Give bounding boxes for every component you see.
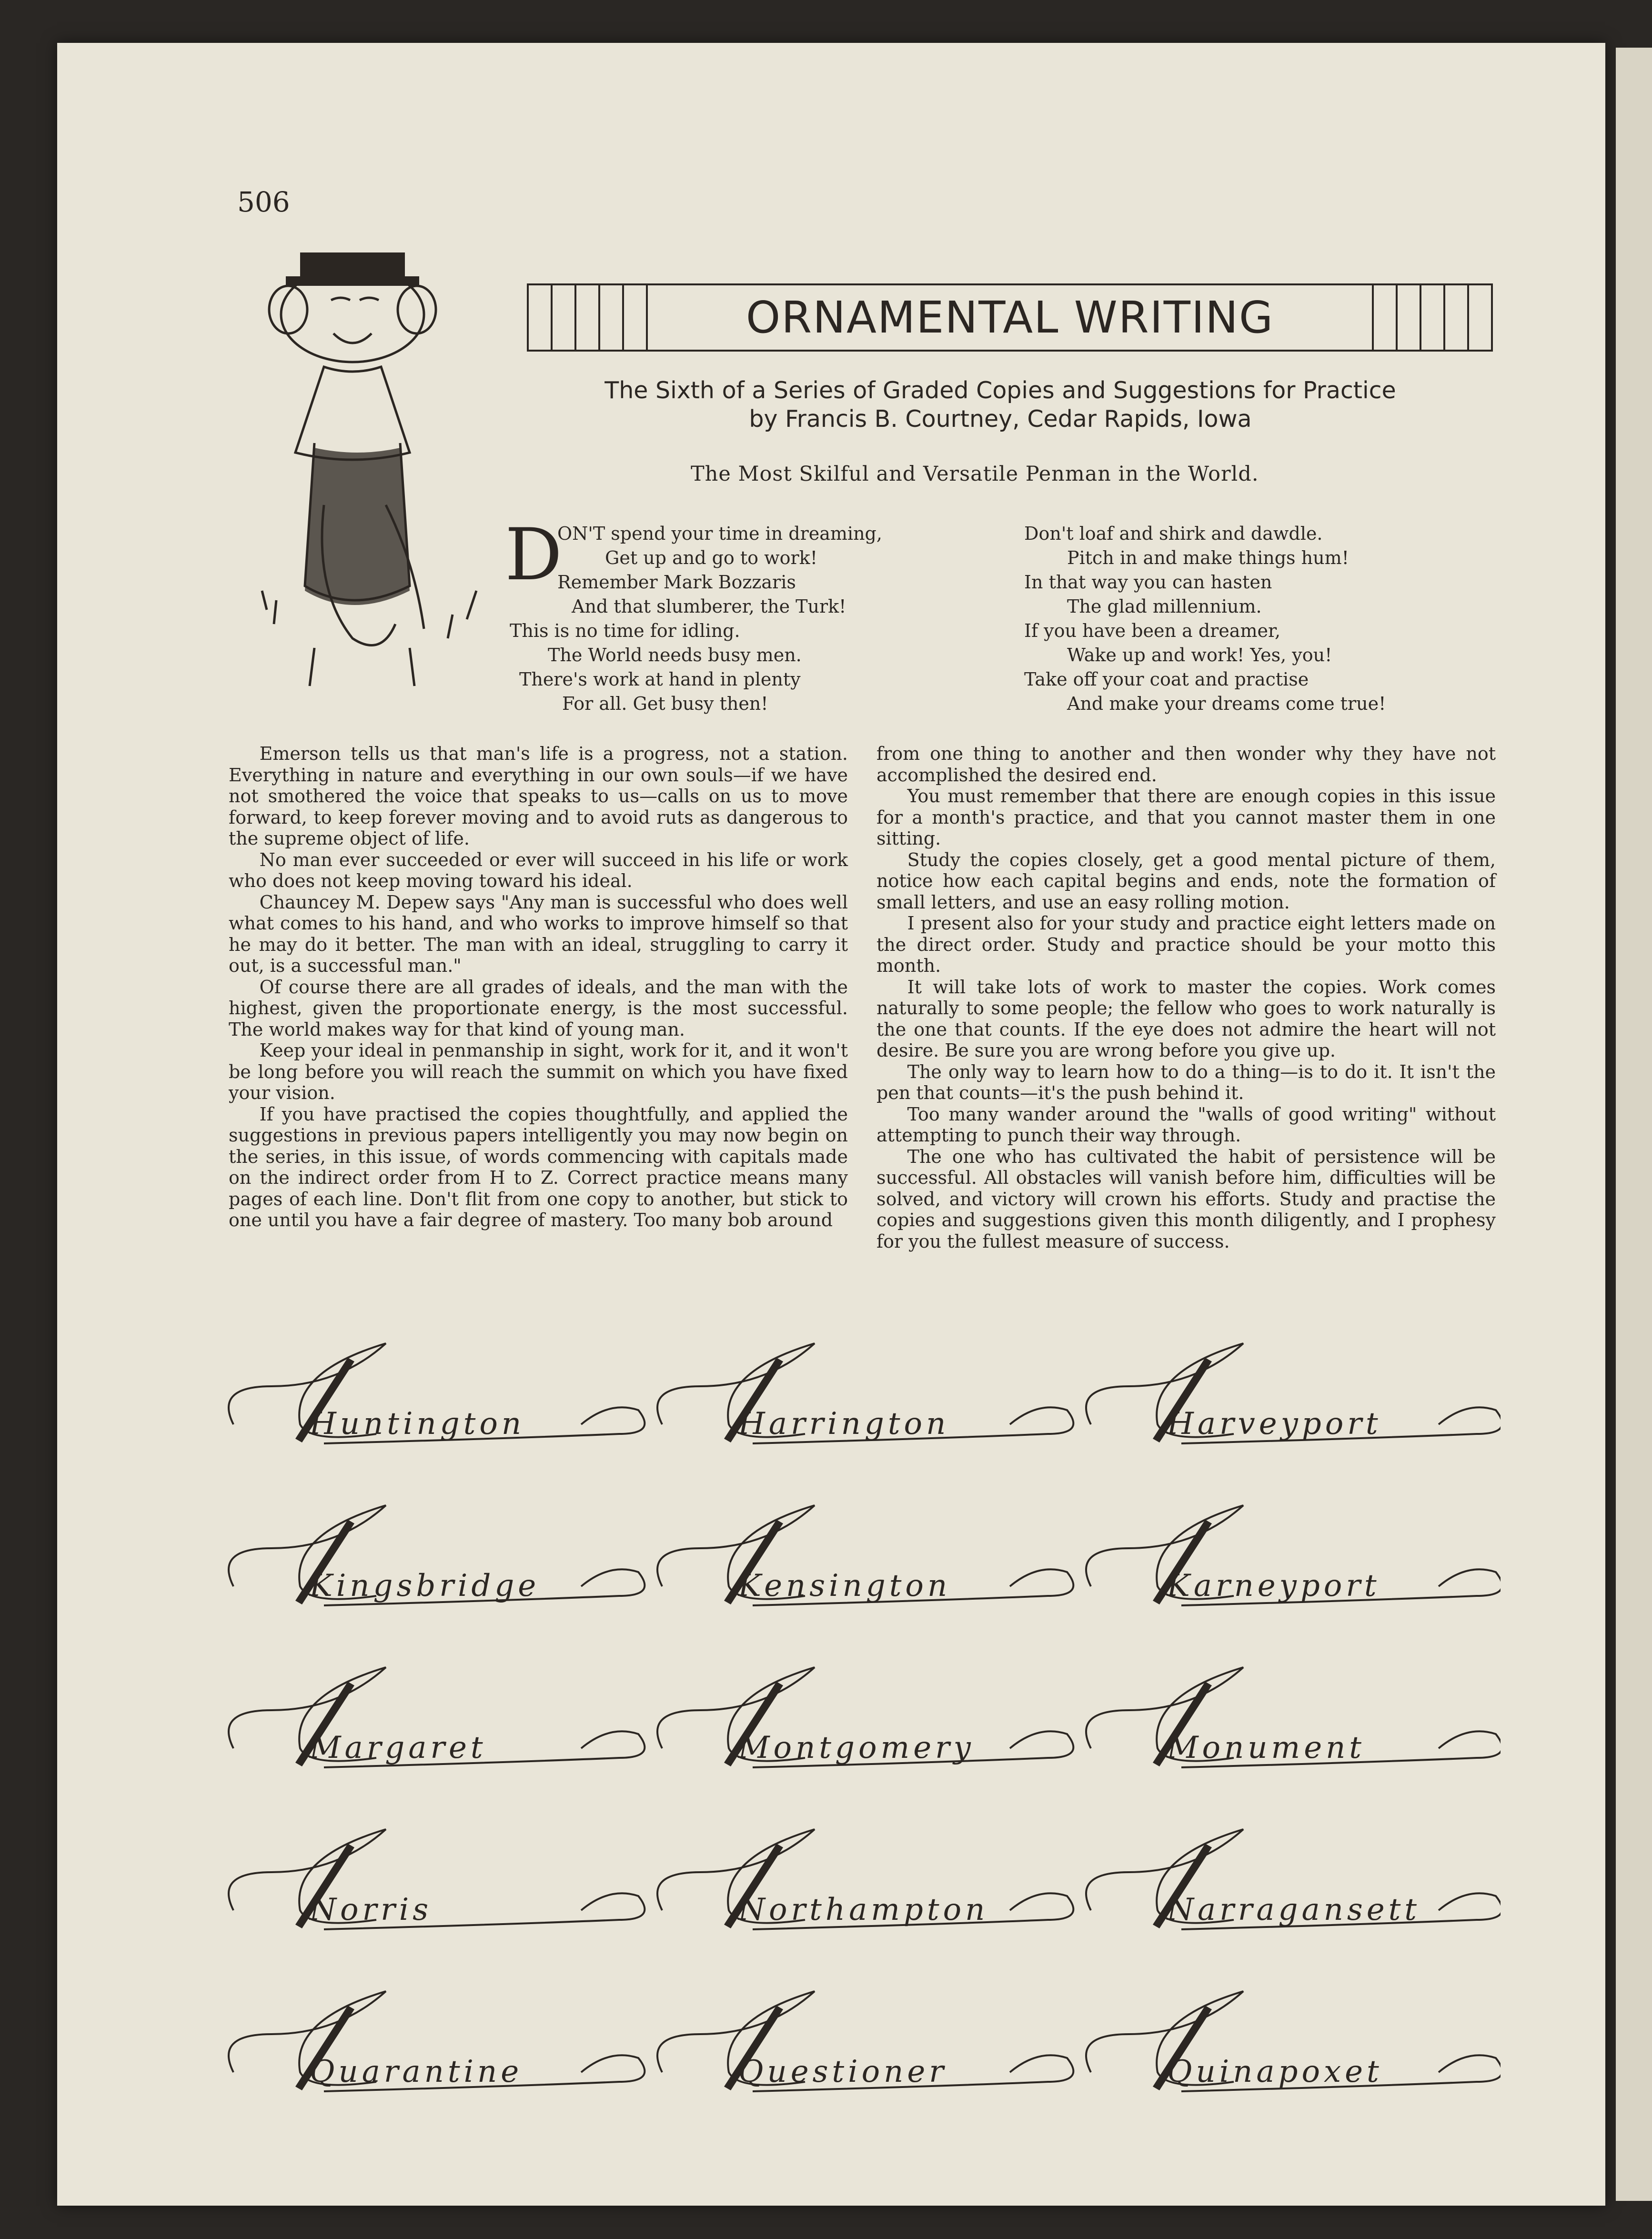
- poem-line: Remember Mark Bozzaris: [557, 572, 796, 593]
- paragraph: Study the copies closely, get a good mental picture of them, notice how each capital begins and ends, note the formation of small letters, and use an easy rolling motion.: [876, 849, 1496, 913]
- poem-line: In that way you can hasten: [1024, 572, 1272, 593]
- poem-line: Take off your coat and practise: [1024, 669, 1309, 690]
- script-word: Harveyport: [1167, 1406, 1382, 1442]
- paragraph: Too many wander around the "walls of good writing" without attempting to punch their way through.: [876, 1103, 1496, 1146]
- poem-line: For all. Get busy then!: [562, 693, 768, 714]
- script-word: Huntington: [310, 1406, 525, 1442]
- body-column-left: [229, 743, 848, 1231]
- paragraph: Chauncey M. Depew says "Any man is successful who does well what comes to his hand, and who works to improve himself so that he may do it better. The man with an ideal, struggling to carry it out, is a successful man.": [229, 891, 848, 976]
- poem-line: The glad millennium.: [1067, 596, 1262, 617]
- paragraph: If you have practised the copies thoughtfully, and applied the suggestions in previous papers intelligently you may now begin on the series, in this issue, of words commencing with capitals made on the indirect order from H to Z. Correct practice means many pages of each line. Don't flit from one copy to another, but stick to one until you have a fair degree of mastery. Too many bob around: [229, 1103, 848, 1230]
- paragraph: You must remember that there are enough copies in this issue for a month's practice, and that you cannot master them in one sitting.: [876, 786, 1496, 849]
- script-word: Margaret: [310, 1730, 487, 1765]
- poem-line: ON'T spend your time in dreaming,: [557, 523, 882, 544]
- paragraph: No man ever succeeded or ever will succeed in his life or work who does not keep moving toward his ideal.: [229, 849, 848, 891]
- script-word: Harrington: [738, 1406, 950, 1442]
- paragraph: I present also for your study and practice eight letters made on the direct order. Study and practice should be your motto this month.: [876, 913, 1496, 976]
- script-word: Kingsbridge: [310, 1568, 540, 1604]
- poem-line: Wake up and work! Yes, you!: [1067, 645, 1332, 666]
- poem-right-stanza: [1024, 522, 1386, 716]
- poem-line: Pitch in and make things hum!: [1067, 547, 1349, 568]
- script-word: Questioner: [738, 2054, 947, 2089]
- paragraph: Of course there are all grades of ideals, and the man with the highest, given the proportionate energy, is the most successful. The world makes way for that kind of young man.: [229, 976, 848, 1040]
- poem-line: And make your dreams come true!: [1067, 693, 1386, 714]
- script-word: Narragansett: [1167, 1892, 1420, 1927]
- paragraph: Keep your ideal in penmanship in sight, work for it, and it won't be long before you will reach the summit on which you have fixed your vision.: [229, 1040, 848, 1103]
- paragraph: Emerson tells us that man's life is a progress, not a station. Everything in nature and everything in our own souls—if we have not smothered the voice that speaks to us—calls on us to move forward, to keep forever moving and to avoid ruts as dangerous to the supreme object of life.: [229, 743, 848, 849]
- script-flourish: [229, 1829, 645, 1929]
- banner-right-bars: [1372, 285, 1491, 350]
- script-word: Quarantine: [310, 2054, 523, 2089]
- penmanship-copies: [214, 1334, 1501, 2182]
- poem-line: And that slumberer, the Turk!: [572, 596, 846, 617]
- poem-left-stanza: [510, 522, 882, 716]
- cartoon-illustration: [229, 238, 514, 724]
- article-title: ORNAMENTAL WRITING: [745, 292, 1274, 343]
- poem-line: The World needs busy men.: [548, 645, 802, 666]
- article-subtitle: [548, 376, 1453, 434]
- script-word: Karneyport: [1167, 1568, 1380, 1604]
- paragraph: from one thing to another and then wonder why they have not accomplished the desired end.: [876, 743, 1496, 786]
- paragraph: The only way to learn how to do a thing—is to do it. It isn't the pen that counts—it's the push behind it.: [876, 1061, 1496, 1103]
- paragraph: The one who has cultivated the habit of persistence will be successful. All obstacles will vanish before him, difficulties will be solved, and victory will crown his efforts. Study and practise the copies and suggestions given this month diligently, and I prophesy for you the fullest measure of success.: [876, 1146, 1496, 1252]
- script-word: Montgomery: [738, 1730, 975, 1765]
- title-banner: [527, 283, 1493, 352]
- script-word: Quinapoxet: [1167, 2054, 1383, 2089]
- script-word: Monument: [1167, 1730, 1365, 1765]
- poem-line: Get up and go to work!: [605, 547, 817, 568]
- script-word: Northampton: [738, 1892, 989, 1927]
- poem-line: Don't loaf and shirk and dawdle.: [1024, 523, 1323, 544]
- byline: by Francis B. Courtney, Cedar Rapids, Iowa: [749, 405, 1252, 433]
- tagline: The Most Skilful and Versatile Penman in the World.: [691, 462, 1259, 486]
- drop-cap: D: [505, 514, 563, 596]
- body-column-right: [876, 743, 1496, 1252]
- page-number: 506: [237, 186, 290, 218]
- paragraph: It will take lots of work to master the copies. Work comes naturally to some people; the fellow who goes to work naturally is the one that counts. If the eye does not admire the heart will not desire. Be sure you are wrong before you give up.: [876, 976, 1496, 1061]
- poem-line: This is no time for idling.: [510, 620, 740, 641]
- banner-left-bars: [529, 285, 648, 350]
- poem-line: There's work at hand in plenty: [519, 669, 801, 690]
- subtitle-line: The Sixth of a Series of Graded Copies and Suggestions for Practice: [604, 377, 1396, 404]
- script-word: Kensington: [738, 1568, 951, 1604]
- poem-line: If you have been a dreamer,: [1024, 620, 1281, 641]
- script-word: Norris: [310, 1892, 433, 1927]
- adjacent-page-edge: [1616, 48, 1652, 2201]
